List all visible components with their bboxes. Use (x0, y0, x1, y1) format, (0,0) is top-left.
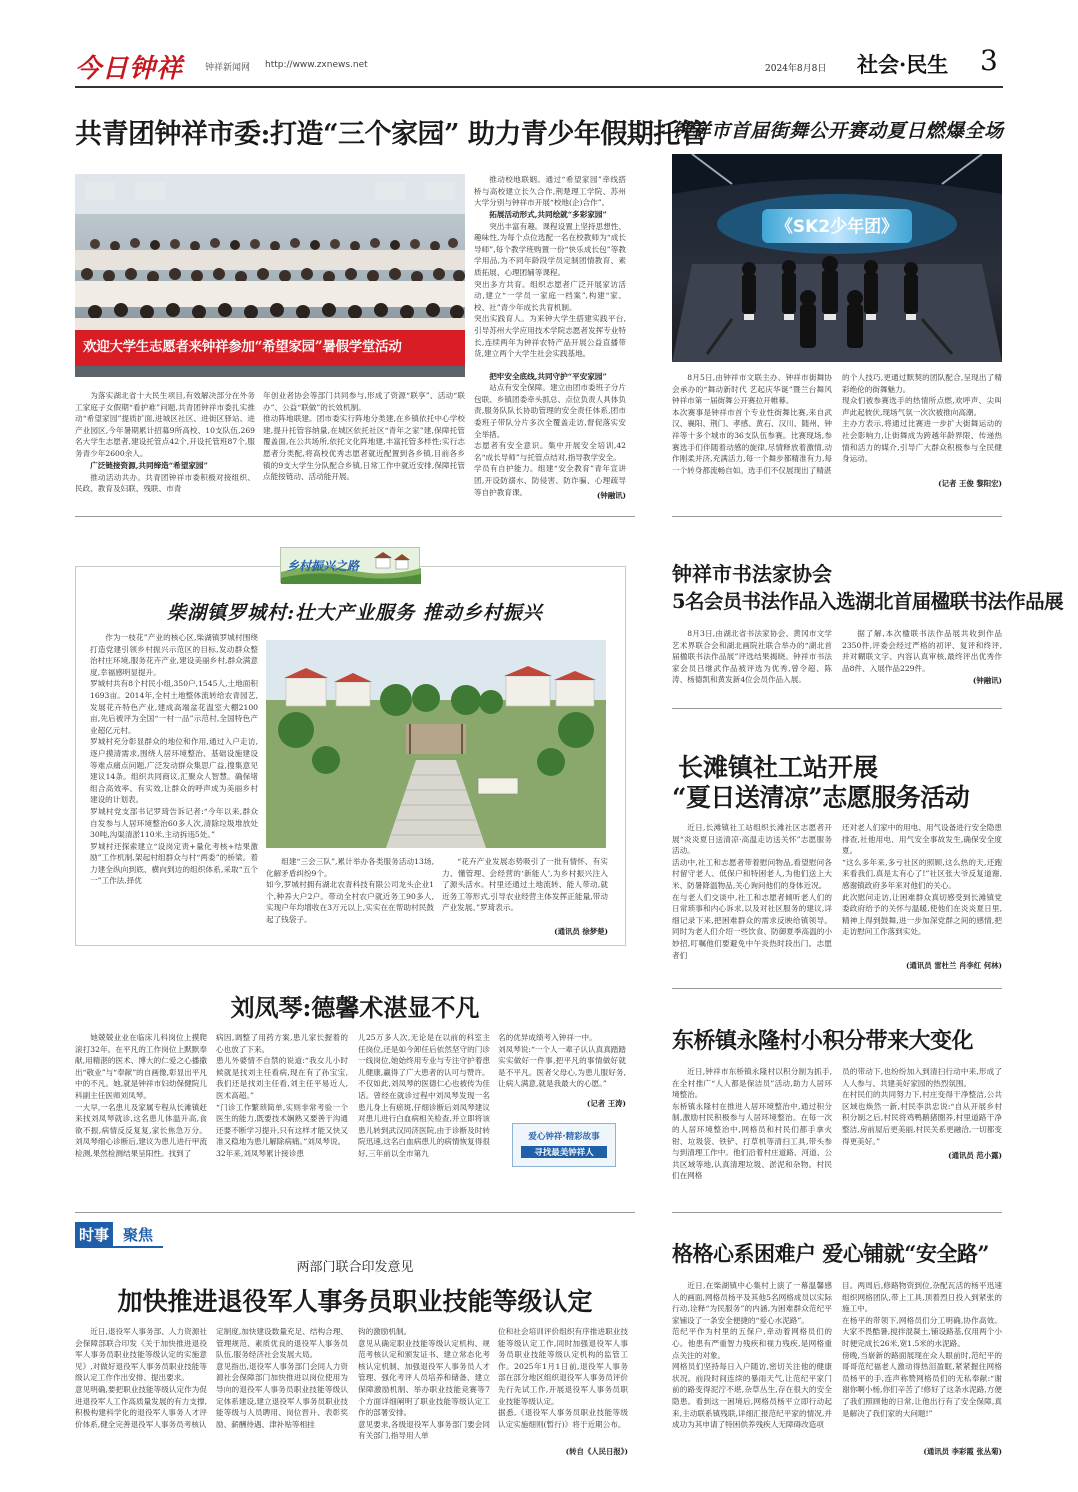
liu-byline: (记者 王涛) (586, 1099, 626, 1108)
calligraphy-col1-para: 8月3日,由湖北省书法家协会、黄冈市文学艺术界联合会和湖北画院社联合举办的“湖北首届楹联书法作品展”评选结果揭晓。钟祥市书法家会员吕继武作品被评选为优秀,曾令超、陈涛、杨德凯和黄发新4位会员作品入展。 (672, 629, 832, 685)
right-divider-3 (672, 1212, 1002, 1213)
row1-divider-right (672, 516, 1002, 517)
village-square-photo-icon (266, 640, 606, 848)
rural-col2-para: 组建“三会三队”,累计举办各类服务活动13场,化解矛盾纠纷9个。 如今,罗城村拥有湖北农青科技有限公司龙头企业1个,种养大户2户。带动全村农户就近务工90多人,实现户年均增收在3万元以上,实实在在帮助村民鼓起了钱袋子。 (266, 857, 434, 924)
liu-col4 (498, 1032, 626, 1202)
rural-byline: (通讯员 徐梦楚) (554, 927, 608, 936)
rural-col3-para: “花卉产业发展态势吸引了一批有情怀、有实力、懂管理、会经营的‘新能人’,为乡村振兴注入了源头活水。村里还通过土地流转、能人带动,就近务工等形式,引导农业经营主体发挥正能量,带动产业发展。”罗琦表示。 (442, 857, 608, 913)
right-divider-1 (672, 708, 1002, 709)
dongqiao-title: 东桥镇永隆村小积分带来大变化 (672, 1028, 974, 1054)
page-number: 3 (980, 44, 998, 77)
article2-col2-para: 的个人技巧,更通过默契的团队配合,呈现出了精彩绝伦的街舞魅力。 现众们被参赛选手的热情所点燃,欢呼声、尖叫声此起彼伏,现场气氛一次次被推向高潮。 主办方表示,将通过比赛进一步扩大街舞运动的社会影响力,让街舞成为跨越年龄界限、传递热情和活力的媒介,引导广大群众积极参与全民健身运动。 (842, 373, 1002, 464)
liu-col2-para: 病因,调整了用药方案,患儿家长握着的心也放了下来。 患儿外婆情不自禁的说道:“我女儿小时候就是找刘主任看病,现在有了孙宝宝,我们还是找刘主任看,刘主任平易近人,医术高超。” “门诊工作繁琐简单,实则非常考验一个医生的能力,既要技术娴熟又要善于沟通还要不断学习提升,只有这样才能又快又准又稳地为患儿解除病痛。”刘凤琴说。 32年来,刘凤琴累计接诊患 (216, 1033, 348, 1158)
issue-date: 2024年8月8日 (765, 64, 827, 74)
liu-col4-para: 名的优异成绩考入钟祥一中。 刘凤琴说:“一个人一辈子认认真真踏踏实实做好一件事,把平凡的事情做好就是不平凡。医者父母心,为患儿服好务,让病人满意,就是我最大的心愿。” (498, 1033, 626, 1089)
row1-divider-left (75, 516, 635, 517)
right-divider-2 (672, 988, 1002, 989)
liu-col3-para: 儿25万多人次,无论是在以前的科室主任岗位,还是如今卸任后依然坚守的门诊一线岗位,她始终用专业与专注守护着患儿健康,赢得了广大患者的认可与赞许。 不仅如此,刘凤琴的医德仁心也被传为佳话。曾经在就诊过程中刘凤琴发现一名患儿身上有瘀斑,仔细诊断后刘凤琴建议对患儿进行白血病相关检查,并立即将该患儿转到武汉同济医院,由于诊断及时转院迅速,这名白血病患儿的病情恢复得很好,三年前以全市第九 (358, 1033, 490, 1158)
calligraphy-title-2: 5名会员书法作品入选湖北首届楹联书法作品展 (672, 590, 1063, 613)
article1-bottom-columns (75, 390, 465, 500)
article1-title: 共青团钟祥市委:打造“三个家园” 助力青少年假期托管 (75, 119, 707, 150)
liu-col1-para: 她兢兢业业在临床儿科岗位上摸爬滚打32年。在平凡的工作岗位上默默奉献,用精湛的医术、博大的仁爱之心播撒出“敬业”与“奉献”的自画像,彰显出平凡中的不凡。她,就是钟祥市妇幼保健院儿科副主任医师刘凤琴。 一大早,一名患儿及家属专程从长滩镇赶来找刘凤琴就诊,这名患儿体温升高,食欲不振,病情反反复复,家长焦急万分。刘凤琴细心诊断后,建议为患儿进行甲流检测,果然检测结果呈阳性。找到了 (75, 1033, 207, 1158)
article1-col2-para: 年创业者协会等部门共同参与,形成了资源“联享”、活动“联办”、公益“联做”的长效机制。 推动阵地联建。团市委实行阵地分类建,在乡镇依托中心学校建,提升托管容纳量,在城区依托社区“青年之家”建,保障托管覆盖面,在公共场所,依托文化阵地建,丰富托管多样性;实行志愿者分类配,将高校优秀志愿者就近配置到各乡镇,目前各乡镇的9支大学生分队配合乡镇,日常工作中就近安排,保障托管点能按链动、活动能开展。 (263, 391, 465, 482)
news-col2-para: 定制度,加快建设数量充足、结构合理、管理规范、素质优良的退役军人事务员队伍,服务经济社会发展大局。 意见指出,退役军人事务部门会同人力资源社会保障部门加快推进以岗位使用为导向的退役军人事务员职业技能等级认定体系建设,建立退役军人事务员职业技能等级与人员聘用、岗位晋升、表彰奖励、薪酬待遇、津补贴等相挂 (216, 1327, 348, 1429)
article1-col3-para: 推动校地联姻。通过“希望家园”牵线搭桥与高校建立长久合作,荆楚理工学院、苏州大学分别与钟祥市开展“校地(企)合作”。 (474, 175, 626, 208)
article1-right-column (474, 174, 626, 500)
news-col4 (498, 1326, 628, 1460)
article1-col1-para2: 推动活动共办。共青团钟祥市委积极对接组织、民政、教育及妇联、残联、市青 (75, 472, 255, 494)
gege-byline: (通讯员 李彩霞 张丛菊) (923, 1447, 1002, 1456)
news-col3-para: 钩的激励机制。 意见从确定职业技能等级认定机构、规范考核认定和颁发证书、建立常态化考核认定机制、加强退役军人事务员人才管理、强化考评人员培养和储备、建立保障激励机制、举办职业技能竞赛等7个方面详细阐明了职业技能等级认定工作的部署安排。 意见要求,各级退役军人事务部门要会同有关部门,指导用人单 (358, 1327, 490, 1441)
rural-col1-para: 作为一枝花”产业的核心区,柴湖镇罗城村围绕打造党建引领乡村振兴示范区的目标,发动群众整治村庄环境,服务花卉产业,建设美丽乡村,群众满意度,幸福感明显提升。 罗城村共有8个村民小组,350户,1545人,土地面积1693亩。2014年,全村土地整体流转给农青园艺,发展花卉特色产业,建成高端盆花温室大棚2100亩,先后被评为全国“一村一品”示范村,全国特色产业超亿元村。 罗城村充分彰显群众的地位和作用,通过入户走访,逐户摸清需求,围绕人居环境整治、基础设施建设等难点痛点问题,广泛发动群众集思广益,搜集意见建议14条。组织共同商议,汇聚众人智慧。确保堵组合高效率、有实效,让群众的呼声成为美丽乡村建设的计划表。 罗城村党支部书记罗琦告诉记者:“今年以来,群众自发参与人居环境整治60多人次,清除垃圾堆放处30吨,沟渠清淤110米,主动拆违5处。” 罗城村还探索建立“设岗定责+量化考核+结果激励”工作机制,架起村组群众与村“两委”的桥梁。着力建全纵向到底、横向到边的组织体系,采取“五个一”工作法,择优 (90, 633, 258, 886)
gege-title: 格格心系困难户 爱心铺就“安全路” (672, 1241, 989, 1266)
news-col1-para: 近日,退役军人事务部、人力资源社会保障部联合印发《关于加快推进退役军人事务员职业技能等级认定的实施意见》,对做好退役军人事务员职业技能等级认定工作作出安排、提出要求。 意见明确,要把职业技能等级认定作为促进退役军人工作高质量发展的有力支撑,积极构建科学化的退役军人事务人才评价体系,健全完善退役军人事务员考核认 (75, 1327, 207, 1429)
calligraphy-col2-para: 据了解,本次楹联书法作品展共收到作品2350件,评委会经过严格的初评、复评和终评,并对糊联文字、内容认真审核,最终评出优秀作品8件、入展作品229件。 (842, 629, 1002, 673)
news-col4-para: 位和社会培训评价组织有序推进职业技能等级认定工作,同时加强退役军人事务员职业技能等级认定机构的监管工作。2025年1月1日前,退役军人事务部在部分地区组织退役军人事务员评价先行先试工作,开展退役军人事务员职业技能等级认定。 据悉,《退役军人事务员职业技能等级认定实施细则(暂行)》将于近期公布。 (498, 1327, 628, 1429)
stage-dance-photo-icon (672, 154, 1002, 362)
article1-col3-para3: 站点有安全保障。建立由团市委班子分片包联、乡镇团委牵头抓总、点位负责人具体负责,服务队队长协助管理的安全责任体系,团市委班子带队分片多次全覆盖走访,督促落实安全举措。 志愿者有安全意识。集中开展安全培训,42名“成长导师”与托管点结对,指导教学安全。 学员有自护能力。组建“安全教育”青年宣讲团,开设防溺水、防侵害、防诈骗、心理疏导等自护教育课。 (474, 383, 626, 497)
changtan-title-2: “夏日送清凉”志愿服务活动 (672, 783, 970, 812)
liu-title: 刘凤琴:德馨术湛显不凡 (230, 993, 480, 1022)
rural-banner (280, 547, 420, 583)
masthead-divider (75, 86, 1003, 88)
gege-col2-para: 目。两周后,修路物资到位,杂配瓦活的杨平迅速组织网格团队,带上工具,顶着烈日投入到紧张的施工中。 在杨平的带领下,网格员们分工明确,协作高效。大家不畏酷暑,搅拌混凝土,铺设路基,仅用两个小时便完成长26米,宽1.5米的水泥路。 傍晚,当崭新的路面展现在众人眼前时,范纪平的哥哥范纪福老人激动得热泪盈眶,紧紧握住网格员杨平的手,连声称赞网格员们的无私奉献:“谢谢你啊小杨,你们辛苦了!修好了这条水泥路,方便了我们照顾他的日常,让他出行有了安全保障,真是解决了我们家的大问题!” (842, 1281, 1002, 1418)
article2-photo (672, 154, 1002, 362)
article1-photo-banner: 欢迎大学生志愿者来钟祥参加“希望家园”暑假学堂活动 (83, 339, 402, 355)
story-badge-line1: 爱心钟祥·精彩故事 (528, 1132, 600, 1142)
article2-col1-para: 8月5日,由钟祥市文联主办、钟祥市街舞协会承办的“舞动新时代 艺起庆华诞”暨兰台舞风钟祥市第一届街舞公开赛拉开帷幕。 本次赛事是钟祥市首个专业性街舞比赛,来自武汉、襄阳、荆门、孝感、黄石、汉川、随州、钟祥等十多个城市的36支队伍参赛。比赛现场,参赛选手们伴随着动感的旋律,尽情释放着激情,动作刚柔并济,充满活力,每一个舞步都精准有力,每一个转身都流畅自如。选手们不仅展现出了精湛 (672, 373, 832, 475)
changtan-col2 (842, 822, 1002, 974)
article1-col3-para2: 突出丰富有趣。课程设置上坚持思想性、趣味性,为每个点位选配一名在校教师为“成长导师”,每个教学班购置一份“快乐成长包”等教学用品,为不同年龄段学员定制团情教育、素质拓展、心理团辅等课程。 突出多方共育。组织志愿者广泛开展家访活动,建立“一学员一家庭一档案”,构建“家、校、社”青少年成长共育机制。 突出实践育人。为来钟大学生搭建实践平台,引导苏州大学应用技术学院志愿者发挥专业特长,连续两年为钟祥农特产品开展公益直播带货,建立两个大学生社会实践基地。 (474, 221, 626, 359)
news-byline: (转自《人民日报》) (565, 1447, 628, 1456)
dongqiao-col2 (842, 1066, 1002, 1166)
article2-col2 (842, 372, 1002, 502)
calligraphy-col2 (842, 628, 1002, 698)
story-badge (512, 1123, 616, 1167)
left-divider-bottom (75, 1212, 635, 1213)
dongqiao-col2-para: 员的带动下,也纷纷加入到清扫行动中来,形成了人人参与、共建美好家园的热烈氛围。 在村民们的共同努力下,村庄变得干净整洁,公共区域也焕然一新,村民李洪忠说:“自从开展乡村积分制之后,村民将鸡鸭鹅猪圈养,村里道路干净整洁,房前屋后更美丽,村民关系更融洽,一切都变得更美好。” (842, 1067, 1002, 1146)
calligraphy-title-1: 钟祥市书法家协会 (672, 562, 832, 586)
gege-col1-para: 近日,在柴湖镇中心集村上演了一幕温馨感人的画面,网格员杨平及其他5名网格成员以实际行动,诠释“为民服务”的内涵,为困难群众范纪平家铺设了一条安全便捷的“爱心水泥路”。 范纪平作为村里的五保户,牵动着网格员们的心。他患有严重智力残疾和视力残疾,是网格重点关注的对象。 网格员们坚持每日入户随访,密切关注他的健康状况。前段时间连续的暴雨天气,让范纪平家门前的路变得泥泞不堪,杂草丛生,存在很大的安全隐患。看到这一困境后,网格员杨平立即行动起来,主动联系镇残联,详细汇报范纪平家的情况,并成功为其申请了特困供养残疾人无障碍改造项 (672, 1281, 832, 1430)
article2-title: 钟祥市首届街舞公开赛动夏日燃爆全场 (672, 120, 1004, 142)
rural-col3 (442, 856, 608, 940)
gege-col2 (842, 1280, 1002, 1462)
news-title: 加快推进退役军人事务员职业技能等级认定 (117, 1287, 593, 1316)
dongqiao-col1-para: 近日,钟祥市东桥镇永隆村以积分制为抓手,在全村推广“人人都是保洁员”活动,助力人居环境整治。 东桥镇永隆村在推进人居环境整治中,通过积分制,激励村民积极参与人居环境整治。在每一次的人居环境整治中,网格员和村民们都手拿火钳、垃圾袋、铁铲、打草机等清扫工具,带头参与到清理工作中。他们沿着村庄道路、河道、公共区域等地,认真清理垃圾、淤泥和杂物。村民们在网格 (672, 1067, 832, 1181)
news-subtitle: 两部门联合印发意见 (296, 1260, 414, 1275)
rural-banner-text: 乡村振兴之路 (287, 559, 360, 573)
site-url[interactable]: http://www.zxnews.net (265, 60, 368, 70)
article2-byline: (记者 王俊 黎阳宏) (938, 479, 1002, 488)
news-focus-label (75, 1222, 165, 1248)
changtan-col2-para: 还对老人们家中的用电、用气设备进行安全隐患排查,社他用电、用气安全事故发生,确保安全度夏。 “这么多年来,多亏社区的照顾,这么热的天,还跑来看我们,真是太有心了!”社区张大爷反复道谢,感谢镇政府多年来对他们的关心。 此次慰问走访,让困难群众真切感受到长滩镇党委政府给予的关怀与温暖,使他们在炎炎夏日里,精神上得到鼓舞,进一步加深党群之间的感情,把走访慰问工作落到实处。 (842, 823, 1002, 937)
article1-subhead-3: 把牢安全底线,共同守护“平安家园” (489, 371, 607, 381)
changtan-title-1: 长滩镇社工站开展 (678, 753, 879, 782)
article1-photo (75, 174, 465, 377)
changtan-byline: (通讯员 雷杜兰 肖李红 何林) (905, 961, 1002, 970)
stage-screen-text: 《SK2少年团》 (775, 217, 899, 237)
news-focus-label-b: 聚焦 (113, 1222, 163, 1248)
article1-subhead-2: 拓展活动形式,共同绘就“多彩家园” (489, 210, 607, 219)
story-badge-line2: 寻找最美钟祥人 (521, 1146, 607, 1158)
article1-byline: (钟融讯) (596, 491, 626, 501)
calligraphy-byline: (钟融讯) (972, 676, 1002, 685)
rural-title: 柴湖镇罗城村:壮大产业服务 推动乡村振兴 (167, 602, 543, 624)
news-focus-label-a: 时事 (75, 1222, 113, 1248)
rural-photo (266, 640, 606, 848)
article1-subhead-1: 广泛链接资源,共同缔造“希望家园” (90, 461, 208, 470)
logo: 今日钟祥 (75, 54, 184, 84)
dongqiao-byline: (通讯员 范小露) (948, 1151, 1002, 1160)
masthead (75, 44, 1003, 88)
article1-col1-para: 为落实湖北省十大民生项目,有效解决部分在外务工家庭子女假期“看护难”问题,共青团钟祥市委扎实推动“希望家园”提质扩面,进城区社区、进街区驿站、进产业园区,今年暑期累计招募9所高校、10支队伍,269名大学生志愿者,建设托管点42个,开设托管班87个,服务青少年2600余人。 (75, 391, 255, 458)
changtan-col1-para: 近日,长滩镇社工站组织长滩社区志愿者开展“炎炎夏日送清凉·高温走访送关怀”志愿服务活动。 活动中,社工和志愿者带着慰问物品,看望慰问各村留守老人、低保户和特困老人,为他们送上大米、防暑降温物品,关心询问他们的身体近况。 在与老人们交谈中,社工和志愿者倾听老人们的日常琐事和内心诉求,以及对社区服务的建议,详细记录下来,把困难群众的需求反映给镇领导。同时为老人们介绍一些饮食、防御夏季高温的小妙招,叮嘱他们要避免中午炎热时段出门。志愿者们 (672, 823, 832, 960)
site-name: 钟祥新闻网 (205, 63, 251, 73)
section-name: 社会·民生 (857, 52, 949, 77)
